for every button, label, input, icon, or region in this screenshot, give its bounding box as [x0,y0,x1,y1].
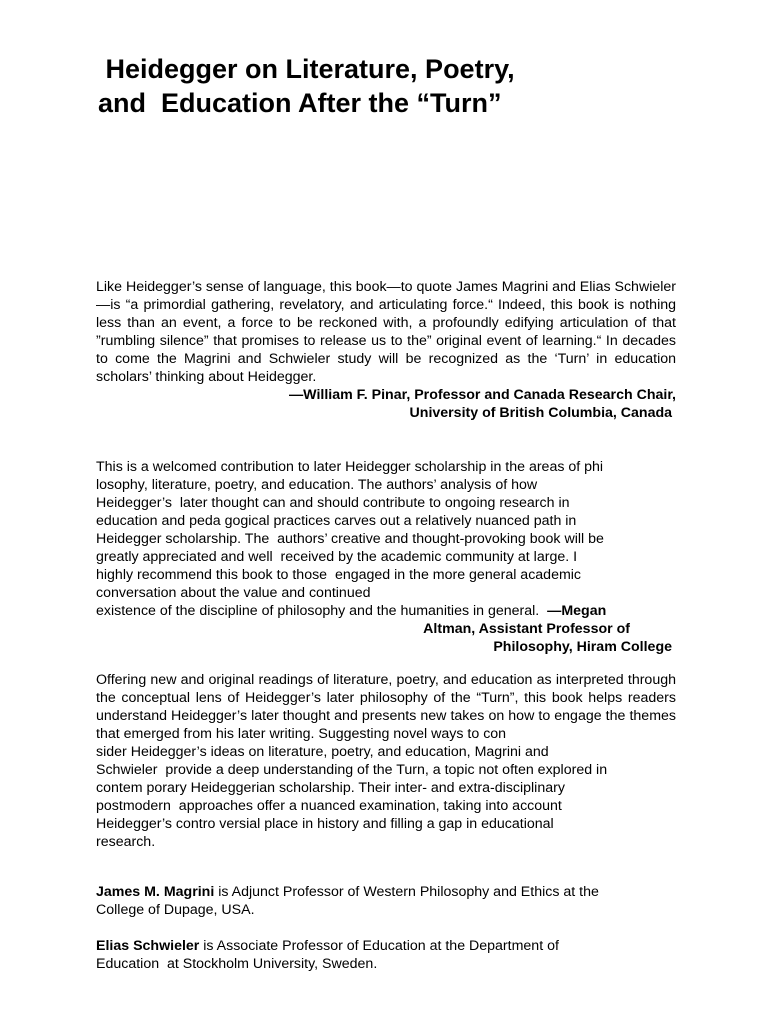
text-line: highly recommend this book to those engaged in the more general academic [96,567,582,583]
book-title-line-2: and Education After the “Turn” [98,88,502,118]
text-line: research. [96,834,156,850]
text-line: contem porary Heideggerian scholarship. Their inter- and extra-disciplinary [96,780,565,796]
text-line: Heidegger’s later thought can and should contribute to ongoing research in [96,495,570,511]
author-bio-line: College of Dupage, USA. [96,902,255,918]
endorsement-altman [96,458,676,656]
author-name: Elias Schwieler [96,938,200,954]
text-line: Heidegger scholarship. The authors’ creative and thought-provoking book will be [96,531,604,547]
endorsement-attribution [96,620,676,656]
author-bio-line: Education at Stockholm University, Sweden. [96,956,378,972]
endorsement-text: Like Heidegger’s sense of language, this book—to quote James Magrini and Elias Schwieler—is “a primordial gathering, revelatory, and articulating force.“ Indeed, this book is nothing less than an event, a force to be reckoned with, a profoundly edifying articulation of that ”rumbling silence” that promises to release us to the” original event of learning.“ In decades to come the Magrini and Schwieler study will be recognized as the ‘Turn’ in education scholars’ thinking about Heidegger. [96,279,676,385]
text-line: sider Heidegger’s ideas on literature, poetry, and education, Magrini and [96,744,549,760]
text-line: conversation about the value and continued [96,585,371,601]
text-line: greatly appreciated and well received by the academic community at large. I [96,549,578,565]
author-bio-text: is Adjunct Professor of Western Philosophy and Ethics at the [214,884,599,900]
text-line-with-attribution [96,602,676,620]
description-continued [96,743,676,851]
attribution-line: Philosophy, Hiram College [493,639,672,655]
attribution-line: —William F. Pinar, Professor and Canada Research Chair, [288,387,676,403]
book-title-line-1: Heidegger on Literature, Poetry, [98,54,515,84]
author-name: James M. Magrini [96,884,215,900]
author-bio-line [96,937,676,955]
endorsement-attribution [96,386,676,422]
text-line: education and peda gogical practices carves out a relatively nuanced path in [96,513,577,529]
description-text: Offering new and original readings of literature, poetry, and education as interpreted through the conceptual lens of Heidegger’s later philosophy of the “Turn”, this book helps readers understand Heidegger’s later thought and presents new takes on how to engage the themes that emerged from his later writing. Suggesting novel ways to con [96,672,676,742]
text-line: Heidegger’s contro versial place in history and filling a gap in educational [96,816,554,832]
text-line: existence of the discipline of philosophy and the humanities in general. [96,603,548,619]
endorsement-pinar [96,278,676,422]
text-line: Schwieler provide a deep understanding of the Turn, a topic not often explored in [96,762,608,778]
text-line: This is a welcomed contribution to later Heidegger scholarship in the areas of phi [96,459,604,475]
text-line: postmodern approaches offer a nuanced examination, taking into account [96,798,562,814]
book-description [96,671,676,851]
attribution-line: University of British Columbia, Canada [409,405,676,421]
author-bio-line [96,883,676,901]
author-bio-schwieler [96,937,676,973]
endorsement-text [96,458,676,620]
attribution-line: Altman, Assistant Professor of [423,621,630,637]
author-bio-magrini [96,883,676,919]
author-bio-text: is Associate Professor of Education at the Department of [199,938,559,954]
text-line: losophy, literature, poetry, and education. The authors’ analysis of how [96,477,538,493]
attribution-line: —Megan [547,603,607,619]
book-title [98,52,698,120]
